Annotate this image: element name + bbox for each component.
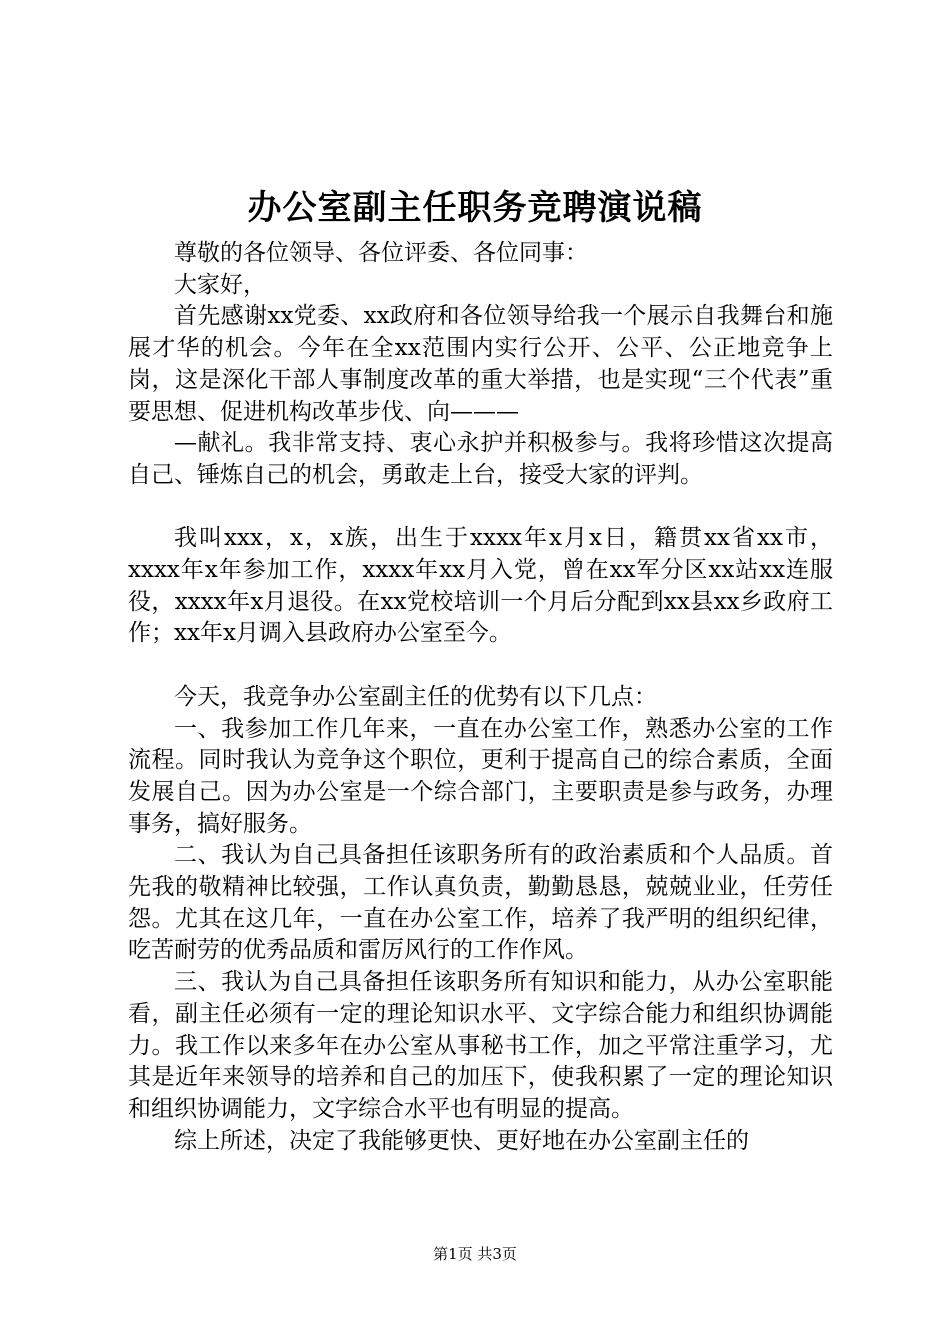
paragraph-advantage-two: 二、我认为自己具备担任该职务所有的政治素质和个人品质。首先我的敬精神比较强，工作认真负责，勤勤恳恳，兢兢业业，任劳任怨。尤其在这几年，一直在办公室工作，培养了我严明的组织纪律，吃苦耐劳的优秀品质和雷厉风行的工作作风。 [128,842,833,964]
paragraph-advantage-one: 一、我参加工作几年来，一直在办公室工作，熟悉办公室的工作流程。同时我认为竞争这个职位，更利于提高自己的综合素质，全面发展自己。因为办公室是一个综合部门，主要职责是参与政务，办理事务，搞好服务。 [128,715,833,837]
salutation: 尊敬的各位领导、各位评委、各位同事： [174,240,588,266]
paragraph-gap [128,650,833,682]
document-title: 办公室副主任职务竞聘演说稿 [247,188,703,228]
greeting: 大家好， [174,271,266,298]
paragraph-summary: 综上所述，决定了我能够更快、更好地在办公室副主任的 [174,1127,749,1154]
paragraph-advantage-three: 三、我认为自己具备担任该职务所有知识和能力，从办公室职能看，副主任必须有一定的理论知识水平、文字综合能力和组织协调能力。我工作以来多年在办公室从事秘书工作，加之平常注重学习，尤其是近年来领导的培养和自己的加压下，使我积累了一定的理论知识和组织协调能力，文字综合水平也有明显的提高。 [128,969,833,1122]
paragraph-gap [128,492,833,524]
document-body [128,238,833,1157]
paragraph-advantages-heading: 今天，我竞争办公室副主任的优势有以下几点： [174,683,657,710]
paragraph-intro: 首先感谢xx党委、xx政府和各位领导给我一个展示自我舞台和施展才华的机会。今年在全xx范围内实行公开、公平、公正地竞争上岗，这是深化干部人事制度改革的重大举措，也是实现“三个代表”重要思想、促进机构改革步伐、向——— [128,303,833,425]
paragraph-self-introduction: 我叫xxx，x，x族，出生于xxxx年x月x日，籍贯xx省xx市，xxxx年x年参加工作，xxxx年xx月入党，曾在xx军分区xx站xx连服役，xxxx年x月退役。在xx党校培训一个月后分配到xx县xx乡政府工作；xx年x月调入县政府办公室至今。 [128,525,833,647]
paragraph-intro-continued: —献礼。我非常支持、衷心永护并积极参与。我将珍惜这次提高自己、锤炼自己的机会，勇敢走上台，接受大家的评判。 [128,430,833,488]
page-number: 第1页 共3页 [433,1245,517,1263]
